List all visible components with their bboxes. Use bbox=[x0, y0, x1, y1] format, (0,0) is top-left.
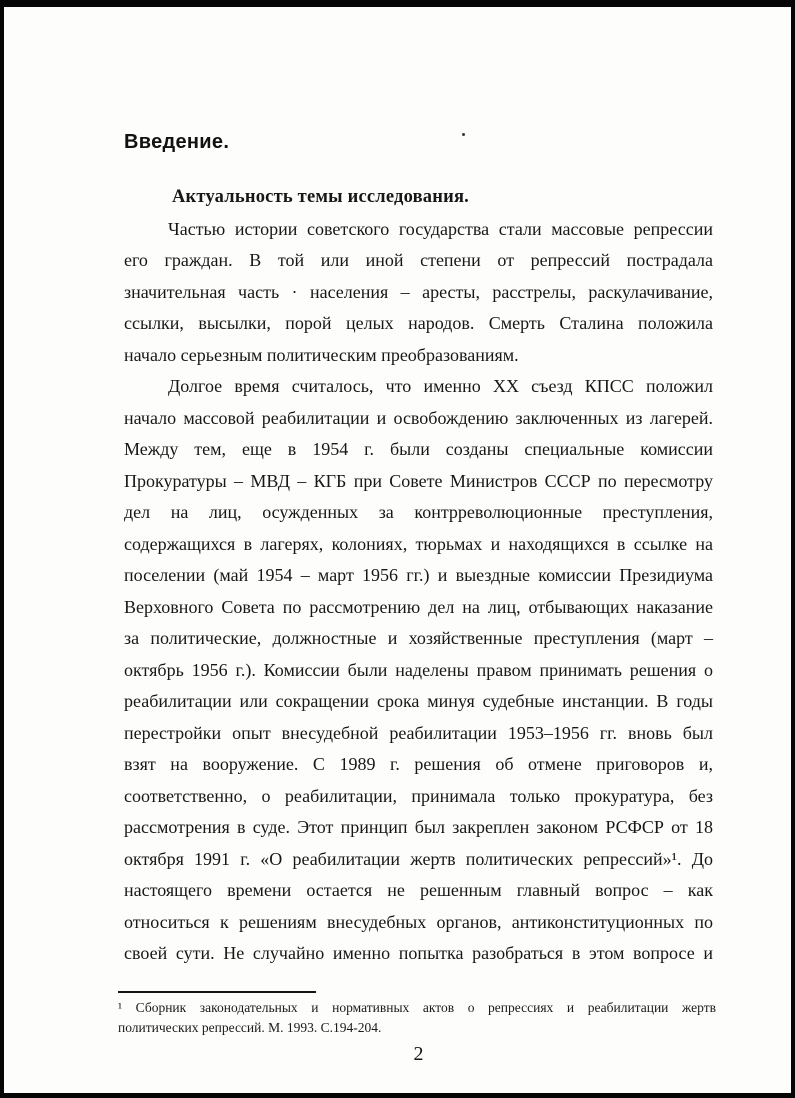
text-line: октябрь 1956 г.). Комиссии были наделены правом принимать решения о bbox=[124, 659, 713, 680]
text-line: своей сути. Не случайно именно попытка разобраться в этом вопросе и bbox=[124, 943, 713, 963]
footnote-line: политических репрессий. М. 1993. С.194-204. bbox=[118, 1020, 382, 1035]
text-line: реабилитации или сокращении срока минуя судебные инстанции. В годы bbox=[124, 691, 713, 711]
text-line: за политические, должностные и хозяйственные преступления (март – bbox=[124, 628, 713, 648]
text-line: содержащихся в лагерях, колониях, тюрьмах и находящихся в ссылке на bbox=[124, 533, 713, 554]
text-line: Прокуратуры – МВД – КГБ при Совете Министров СССР по пересмотру bbox=[124, 470, 713, 491]
text-line: дел на лиц, осужденных за контрреволюционные преступления, bbox=[124, 502, 713, 522]
chapter-title: Введение. bbox=[124, 131, 230, 153]
text-line: относиться к решениям внесудебных органов, антиконституционных по bbox=[124, 911, 713, 932]
text-line: перестройки опыт внесудебной реабилитации 1953–1956 гг. вновь был bbox=[124, 722, 713, 743]
scan-speck bbox=[462, 133, 465, 136]
footnote bbox=[118, 998, 716, 1038]
text-line: рассмотрения в суде. Этот принцип был закреплен законом РСФСР от 18 bbox=[124, 817, 713, 837]
page-sheet bbox=[4, 7, 791, 1093]
footnote-line: ¹ Сборник законодательных и нормативных актов о репрессиях и реабилитации жертв bbox=[118, 1000, 716, 1015]
text-line: соответственно, о реабилитации, принимала только прокуратура, без bbox=[124, 785, 713, 806]
text-line: Долгое время считалось, что именно XX съезд КПСС положил bbox=[168, 376, 713, 396]
text-line: Между тем, еще в 1954 г. были созданы специальные комиссии bbox=[124, 439, 713, 459]
text-line: поселении (май 1954 – март 1956 гг.) и выездные комиссии Президиума bbox=[124, 565, 713, 585]
footnote-rule bbox=[118, 991, 316, 993]
text-line: значительная часть · населения – аресты, расстрелы, раскулачивание, bbox=[124, 281, 713, 302]
page-number: 2 bbox=[413, 1043, 424, 1065]
text-line: его граждан. В той или иной степени от репрессий пострадала bbox=[124, 250, 713, 270]
footnote-lines bbox=[118, 998, 716, 1038]
paragraphs bbox=[124, 214, 713, 970]
text-line: октября 1991 г. «О реабилитации жертв политических репрессий»¹. До bbox=[124, 848, 713, 869]
text-line: взят на вооружение. С 1989 г. решения об отмене приговоров и, bbox=[124, 754, 713, 774]
section-heading: Актуальность темы исследования. bbox=[172, 187, 469, 207]
text-line: Частью истории советского государства стали массовые репрессии bbox=[168, 218, 713, 239]
text-line: начало серьезным политическим преобразованиям. bbox=[124, 344, 519, 365]
text-line: начало массовой реабилитации и освобождению заключенных из лагерей. bbox=[124, 407, 713, 428]
text-line: ссылки, высылки, порой целых народов. Смерть Сталина положила bbox=[124, 313, 713, 333]
text-line: Верховного Совета по рассмотрению дел на лиц, отбывающих наказание bbox=[124, 596, 713, 617]
text-column bbox=[124, 182, 713, 970]
text-line: настоящего времени остается не решенным главный вопрос – как bbox=[124, 880, 713, 900]
